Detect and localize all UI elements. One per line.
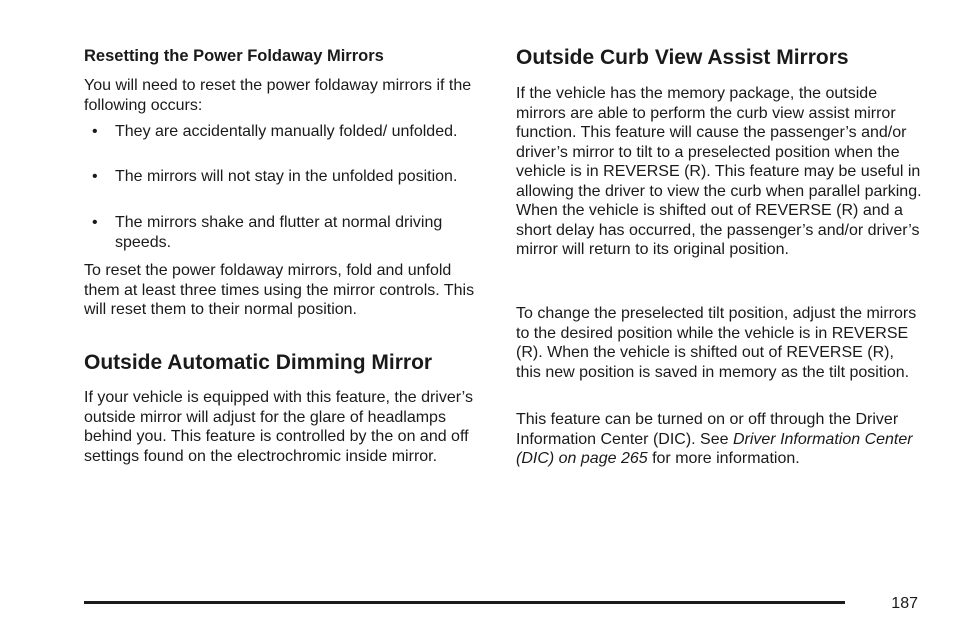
- section-subheading-resetting: Resetting the Power Foldaway Mirrors: [84, 47, 384, 65]
- curb-view-paragraph-1: If the vehicle has the memory package, the outside mirrors are able to perform the curb view assist mirror function. This feature will cause the passenger’s and/or driver’s mirror to tilt to a preselected position when the vehicle is in REVERSE (R). This feature may be useful in allowing the driver to view the curb when parallel parking. When the vehicle is shifted out of REVERSE (R) and a short delay has occurred, the passenger’s and/or driver’s mirror will return to its original position.: [516, 85, 922, 258]
- bullet-text: The mirrors shake and flutter at normal driving speeds.: [115, 214, 443, 251]
- intro-paragraph: You will need to reset the power foldaway mirrors if the following occurs:: [84, 77, 472, 114]
- section-heading-dimming: Outside Automatic Dimming Mirror: [84, 351, 433, 374]
- para3-end-text: for more information.: [647, 450, 800, 467]
- dimming-paragraph: If your vehicle is equipped with this feature, the driver’s outside mirror will adjust for the glare of headlamps behind you. This feature is controlled by the on and off settings found on the electrochromic inside mirror.: [84, 389, 473, 465]
- reset-paragraph: To reset the power foldaway mirrors, fold and unfold them at least three times using the mirror controls. This will reset them to their normal position.: [84, 262, 475, 318]
- curb-view-paragraph-2: To change the preselected tilt position, adjust the mirrors to the desired position while the vehicle is in REVERSE (R). When the vehicle is shifted out of REVERSE (R), this new position is saved in memory as the tilt position.: [516, 305, 917, 381]
- footer-rule: [84, 601, 845, 604]
- bullet-dot: •: [92, 214, 98, 231]
- curb-view-paragraph-3: [516, 410, 922, 469]
- bullet-dot: •: [92, 168, 98, 185]
- para3-start-text: This feature can be turned on or off through the Driver Information Center (DIC). See: [516, 411, 899, 448]
- bullet-dot: •: [92, 123, 98, 140]
- dic-cross-reference: Driver Information Center (DIC) on page 265: [516, 430, 913, 467]
- bullet-text: They are accidentally manually folded/ unfolded.: [115, 123, 458, 140]
- section-heading-curb-view: Outside Curb View Assist Mirrors: [516, 46, 849, 69]
- bullet-text: The mirrors will not stay in the unfolded position.: [115, 168, 458, 185]
- page-number: 187: [891, 595, 918, 612]
